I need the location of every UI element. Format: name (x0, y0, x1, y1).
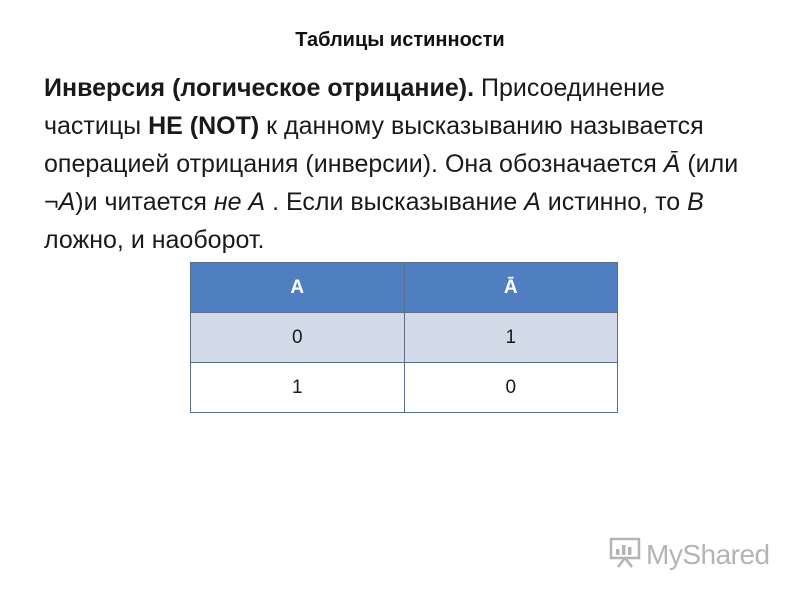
symbol-b: В (687, 188, 704, 216)
term-inversion: Инверсия (логическое отрицание). (44, 74, 475, 102)
particle-not: НЕ (NOT) (148, 112, 260, 140)
slide-title: Таблицы истинности (295, 29, 505, 51)
truth-table (190, 262, 618, 413)
table-cell: 1 (404, 313, 618, 363)
table-row (191, 313, 618, 363)
table-header-row (191, 263, 618, 313)
header-cell-a: А (191, 263, 405, 313)
symbol-a: А (58, 188, 76, 216)
header-cell-not-a: Ā (404, 263, 618, 313)
text-segment: истинно, то (540, 188, 688, 216)
myshared-watermark (608, 536, 770, 573)
table-row (191, 363, 618, 413)
read-as-text: не А (213, 188, 266, 216)
text-segment: к данному высказыванию называется операцией отрицания (инверсии). Она обозначается (44, 112, 704, 178)
text-segment: . Если высказывание (265, 188, 525, 216)
definition-paragraph (44, 69, 764, 259)
text-segment: Присоединение частицы (44, 74, 665, 140)
watermark-text: MyShared (646, 538, 770, 570)
table-cell: 0 (404, 363, 618, 413)
symbol-a-bar: Ā (663, 150, 681, 178)
table-cell: 0 (191, 313, 405, 363)
text-segment: )и читается (75, 188, 214, 216)
table-cell: 1 (191, 363, 405, 413)
symbol-a: А (524, 188, 541, 216)
chart-board-icon (608, 536, 642, 573)
text-segment: (или ¬ (44, 150, 739, 216)
text-segment: ложно, и наоборот. (44, 226, 265, 254)
